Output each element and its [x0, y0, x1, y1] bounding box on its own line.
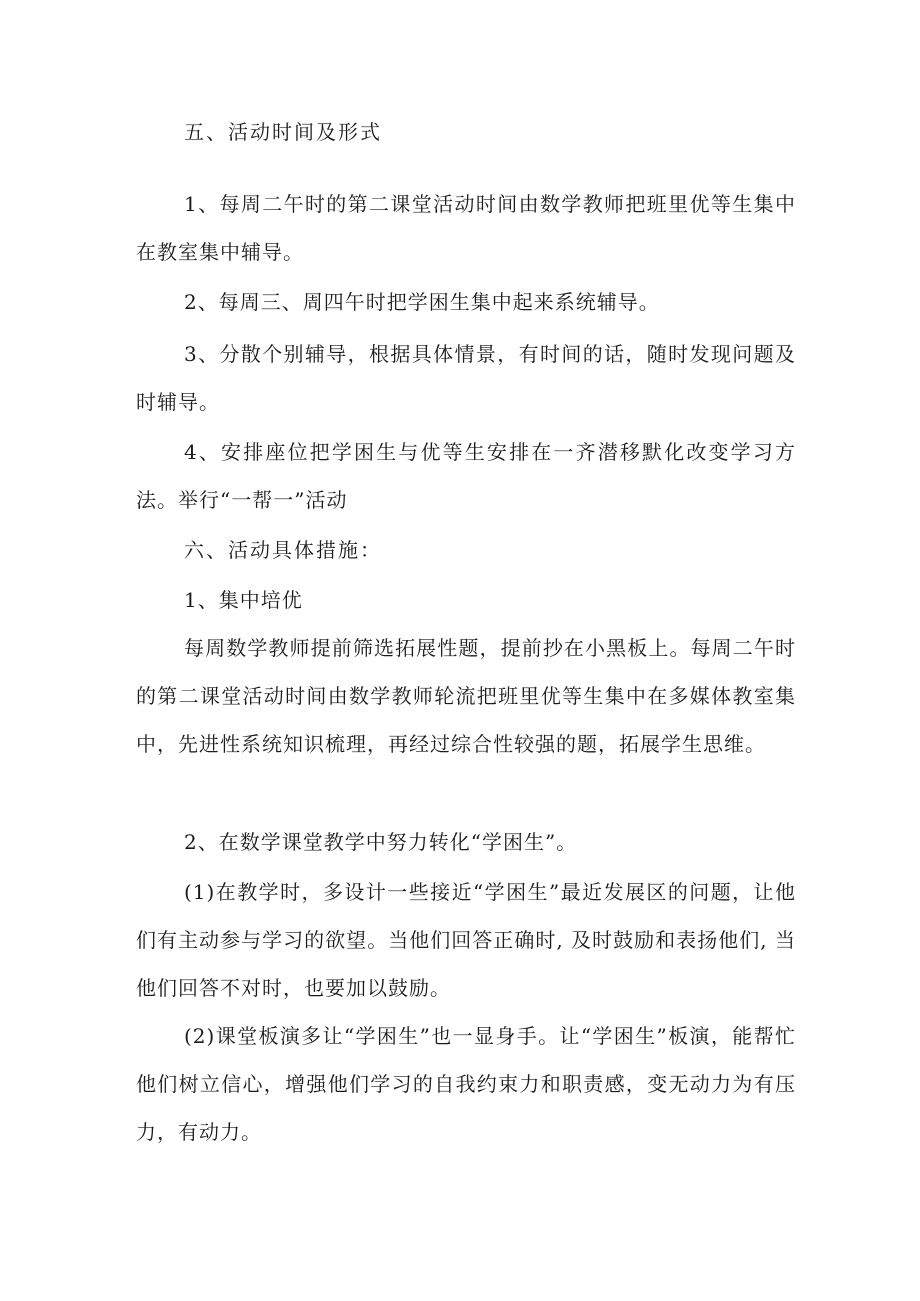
section-heading-6: 六、活动具体措施：: [184, 538, 382, 562]
paragraph-item-3: 3、分散个别辅导，根据具体情景，有时间的话，随时发现问题及时辅导。: [136, 342, 796, 414]
section-heading-5: 五、活动时间及形式: [184, 120, 382, 144]
paragraph-measure-1: (1)在教学时，多设计一些接近“学困生”最近发展区的问题，让他们有主动参与学习的欲望。当他们回答正确时, 及时鼓励和表扬他们, 当他们回答不对时，也要加以鼓励。: [136, 880, 796, 1000]
paragraph-measure-2: (2)课堂板演多让“学困生”也一显身手。让“学困生”板演，能帮忙他们树立信心，增强他们学习的自我约束力和职责感，变无动力为有压力，有动力。: [136, 1024, 796, 1144]
subheading-classroom-conversion: 2、在数学课堂教学中努力转化“学困生”。: [184, 830, 578, 854]
paragraph-item-2: 2、每周三、周四午时把学困生集中起来系统辅导。: [184, 290, 660, 314]
paragraph-item-4: 4、安排座位把学困生与优等生安排在一齐潜移默化改变学习方法。举行“一帮一”活动: [136, 440, 796, 512]
subheading-concentrated-training: 1、集中培优: [184, 588, 303, 612]
paragraph-item-1: 1、每周二午时的第二课堂活动时间由数学教师把班里优等生集中在教室集中辅导。: [136, 192, 796, 264]
paragraph-concentrated-training: 每周数学教师提前筛选拓展性题，提前抄在小黑板上。每周二午时的第二课堂活动时间由数学教师轮流把班里优等生集中在多媒体教室集中，先进性系统知识梳理，再经过综合性较强的题，拓展学生思维。: [136, 636, 796, 756]
